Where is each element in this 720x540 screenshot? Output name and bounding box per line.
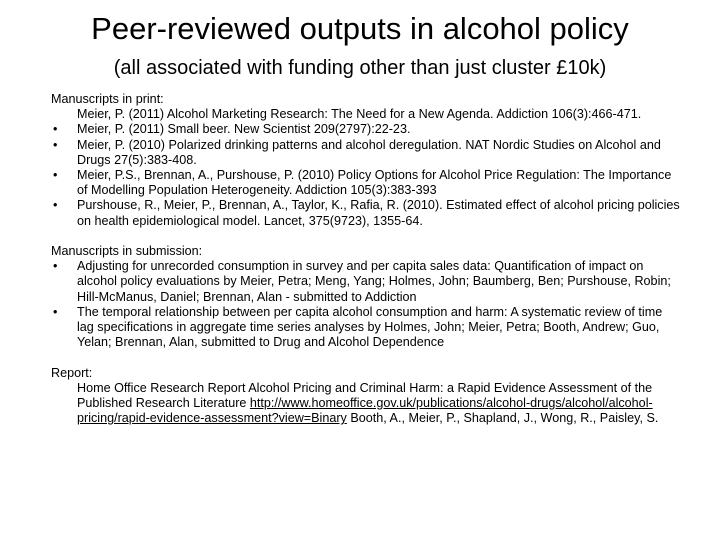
list-item-text: Meier, P. (2011) Small beer. New Scientist 209(2797):22-23. — [77, 122, 411, 137]
print-section — [51, 92, 681, 229]
list-item — [51, 198, 681, 228]
print-first-entry: Meier, P. (2011) Alcohol Marketing Research: The Need for a New Agenda. Addiction 106(3):466-471. — [77, 107, 642, 122]
report-link[interactable]: http://www.homeoffice.gov.uk/publications/alcohol-drugs/alcohol/alcohol-pricing/rapid-evidence-assessment?view=Binary — [77, 396, 653, 426]
list-item-text: Meier, P.S., Brennan, A., Purshouse, P. (2010) Policy Options for Alcohol Price Regulation: The Importance of Modelling Population Heterogeneity. Addiction 105(3):383-393 — [77, 168, 672, 198]
print-heading: Manuscripts in print: — [51, 92, 164, 106]
report-entry — [51, 381, 681, 427]
list-item — [51, 138, 681, 168]
report-heading: Report: — [51, 365, 93, 380]
report-authors: Booth, A., Meier, P., Shapland, J., Wong, R., Paisley, S. — [350, 411, 659, 426]
list-item — [51, 168, 681, 198]
slide-title: Peer-reviewed outputs in alcohol policy — [91, 11, 629, 46]
slide-subtitle: (all associated with funding other than just cluster £10k) — [113, 57, 607, 79]
bullet-icon: • — [53, 168, 58, 183]
list-item — [51, 122, 681, 137]
list-item — [51, 305, 681, 351]
report-section — [51, 366, 681, 427]
list-item-text: The temporal relationship between per capita alcohol consumption and harm: A systematic review of time lag specifications in aggregate time series analyses by Holmes, John; Meier, Petra; Booth, Andrew; Guo, Yelan; Brennan, Alan, submitted to Drug and Alcohol Dependence — [77, 304, 663, 350]
list-item-text: Adjusting for unrecorded consumption in survey and per capita sales data: Quantification of impact on alcohol policy evaluations by Meier, Petra; Meng, Yang; Holmes, John; Baumberg, Ben; Purshouse, Robin; Hill-McManus, Daniel; Brennan, Alan - submitted to Addiction — [77, 259, 671, 304]
submission-heading: Manuscripts in submission: — [51, 244, 203, 259]
report-text: Home Office Research Report Alcohol Pricing and Criminal Harm: a Rapid Evidence Assessment of the Published Research Literature — [77, 380, 653, 411]
bullet-icon: • — [53, 304, 58, 319]
list-item-text: Purshouse, R., Meier, P., Brennan, A., Taylor, K., Rafia, R. (2010). Estimated effect of alcohol pricing policies on health epidemiological model. Lancet, 375(9723), 1355-64. — [77, 198, 680, 228]
print-list — [51, 122, 681, 228]
bullet-icon: • — [53, 122, 58, 137]
submission-list — [51, 259, 681, 350]
spacer — [51, 350, 681, 365]
list-item-text: Meier, P. (2010) Polarized drinking patterns and alcohol deregulation. NAT Nordic Studies on Alcohol and Drugs 27(5):383-408. — [77, 137, 661, 167]
bullet-icon: • — [53, 137, 58, 152]
list-item — [51, 259, 681, 305]
bullet-icon: • — [53, 198, 58, 213]
slide-content — [51, 92, 681, 426]
bullet-icon: • — [53, 259, 58, 274]
submission-section — [51, 244, 681, 350]
spacer — [51, 229, 681, 244]
